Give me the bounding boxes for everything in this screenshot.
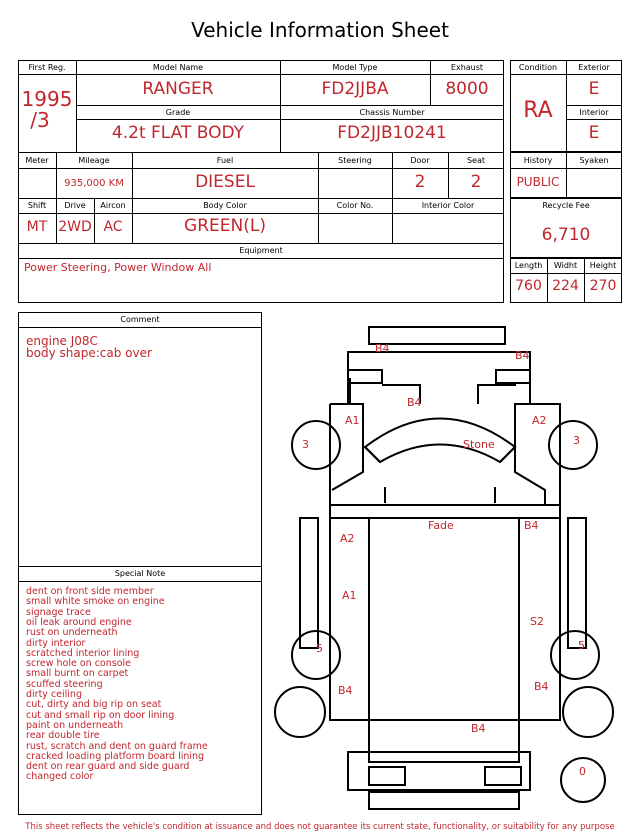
model-name-label: Model Name bbox=[152, 63, 204, 72]
left-side-rail bbox=[300, 518, 318, 648]
special-note-item: rust on underneath bbox=[26, 627, 118, 639]
mark-b4-top-right: B4 bbox=[515, 349, 530, 362]
length-label: Length bbox=[514, 261, 543, 270]
syaken-label: Syaken bbox=[579, 156, 609, 165]
height-value: 270 bbox=[589, 278, 617, 294]
recycle-fee-label: Recycle Fee bbox=[542, 201, 590, 210]
special-note-item: paint on underneath bbox=[26, 719, 124, 731]
interior-value: E bbox=[588, 123, 600, 143]
shift-value: MT bbox=[26, 219, 48, 235]
mark-a1-cab: A1 bbox=[345, 414, 360, 427]
equipment-label: Equipment bbox=[239, 246, 283, 255]
meter-label: Meter bbox=[25, 156, 49, 165]
special-note-label: Special Note bbox=[114, 569, 166, 578]
disclaimer-footer: This sheet reflects the vehicle's condition at issuance and does not guarantee its current state, functionality, or suitability for any purpose bbox=[25, 822, 615, 832]
special-note-item: dirty interior bbox=[26, 637, 86, 649]
height-label: Height bbox=[589, 261, 617, 270]
door-value: 2 bbox=[414, 172, 426, 192]
condition-value: RA bbox=[523, 98, 553, 123]
chassis-value: FD2JJB10241 bbox=[337, 123, 447, 143]
interior-color-label: Interior Color bbox=[421, 201, 475, 210]
cab-base bbox=[330, 505, 560, 518]
special-note-item: rear double tire bbox=[26, 730, 100, 742]
body-color-label: Body Color bbox=[203, 201, 247, 210]
width-value: 224 bbox=[552, 278, 579, 294]
special-note-item: cracked loading platform board lining bbox=[26, 750, 205, 762]
mark-s2: S2 bbox=[530, 615, 544, 628]
seat-value: 2 bbox=[470, 172, 482, 192]
mark-a2-cab: A2 bbox=[532, 414, 547, 427]
interior-label: Interior bbox=[579, 108, 609, 117]
grade-value: 4.2t FLAT BODY bbox=[111, 123, 245, 143]
special-note-item: scratched interior lining bbox=[26, 647, 140, 659]
mark-wheel-rear-right: 5 bbox=[578, 639, 585, 652]
wheel-front-left bbox=[292, 421, 340, 469]
door-label: Door bbox=[410, 156, 430, 165]
mark-b4-cab: B4 bbox=[407, 396, 422, 409]
mileage-value: 935,000 KM bbox=[64, 178, 124, 189]
first-reg-label: First Reg. bbox=[28, 63, 66, 72]
mileage-label: Mileage bbox=[78, 156, 110, 165]
mark-wheel-rear-left: 5 bbox=[316, 642, 323, 655]
mark-wheel-front-left: 3 bbox=[302, 438, 309, 451]
wheel-rear-left-outer bbox=[292, 631, 340, 679]
special-note-item: cut and small rip on door lining bbox=[26, 709, 175, 721]
comment-line: engine J08C bbox=[26, 334, 98, 348]
special-note-item: rust, scratch and dent on guard frame bbox=[26, 740, 208, 752]
aircon-value: AC bbox=[103, 219, 123, 235]
wheel-rear-left-inner bbox=[275, 687, 325, 737]
condition-label: Condition bbox=[518, 63, 558, 72]
mark-spare-wheel: 0 bbox=[579, 765, 586, 778]
rear-bumper bbox=[369, 792, 519, 809]
page-title: Vehicle Information Sheet bbox=[191, 18, 449, 42]
history-label: History bbox=[523, 156, 553, 165]
bed-frame bbox=[369, 518, 519, 762]
comment-line: body shape:cab over bbox=[26, 346, 152, 360]
special-note-item: signage trace bbox=[26, 606, 91, 618]
first-reg-month: /3 bbox=[30, 108, 50, 132]
body-color-value: GREEN(L) bbox=[184, 216, 266, 236]
grade-label: Grade bbox=[165, 108, 191, 117]
special-note-item: small burnt on carpet bbox=[26, 668, 129, 680]
drive-value: 2WD bbox=[58, 219, 92, 235]
special-note-item: small white smoke on engine bbox=[26, 596, 165, 608]
right-side-rail bbox=[568, 518, 586, 648]
special-note-item: screw hole on console bbox=[26, 658, 131, 670]
steering-label: Steering bbox=[338, 156, 372, 165]
fuel-value: DIESEL bbox=[195, 172, 255, 192]
comment-label: Comment bbox=[120, 315, 160, 324]
drive-label: Drive bbox=[64, 201, 86, 210]
special-note-item: changed color bbox=[26, 771, 94, 783]
aircon-label: Aircon bbox=[100, 201, 126, 210]
wheel-rear-right-outer bbox=[551, 631, 599, 679]
shift-label: Shift bbox=[27, 201, 47, 210]
mark-fade: Fade bbox=[428, 519, 454, 532]
exhaust-value: 8000 bbox=[445, 79, 489, 99]
exhaust-label: Exhaust bbox=[450, 63, 484, 72]
length-value: 760 bbox=[515, 278, 542, 294]
mark-b4-bottom: B4 bbox=[471, 722, 486, 735]
special-note-item: dent on rear guard and side guard bbox=[26, 761, 190, 773]
mark-b4-bed-low-left: B4 bbox=[338, 684, 353, 697]
history-value: PUBLIC bbox=[516, 175, 560, 189]
seat-label: Seat bbox=[466, 156, 486, 165]
mark-a2-bed: A2 bbox=[340, 532, 355, 545]
fuel-label: Fuel bbox=[216, 156, 234, 165]
loading-bed bbox=[330, 518, 560, 720]
model-name-value: RANGER bbox=[142, 79, 214, 99]
width-label: Widht bbox=[553, 261, 578, 270]
mark-a1-bed: A1 bbox=[342, 589, 357, 602]
exterior-label: Exterior bbox=[578, 63, 610, 72]
model-type-value: FD2JJBA bbox=[321, 79, 389, 99]
chassis-label: Chassis Number bbox=[359, 108, 425, 117]
special-note-item: dirty ceiling bbox=[26, 689, 82, 700]
special-note-item: oil leak around engine bbox=[26, 616, 132, 628]
special-note-item: dent on front side member bbox=[26, 586, 154, 597]
exterior-value: E bbox=[588, 79, 600, 99]
color-no-label: Color No. bbox=[336, 201, 374, 210]
wheel-rear-right-inner bbox=[563, 687, 613, 737]
first-reg-year: 1995 bbox=[21, 87, 73, 111]
model-type-label: Model Type bbox=[332, 63, 378, 72]
equipment-value: Power Steering, Power Window All bbox=[24, 261, 212, 274]
mark-b4-bed-low-right: B4 bbox=[534, 680, 549, 693]
mark-stone: Stone bbox=[463, 438, 495, 451]
recycle-fee-value: 6,710 bbox=[541, 225, 591, 245]
special-note-item: cut, dirty and big rip on seat bbox=[26, 699, 162, 711]
mark-b4-bed-right: B4 bbox=[524, 519, 539, 532]
mark-b4-top-left: B4 bbox=[375, 342, 390, 355]
mark-wheel-front-right: 3 bbox=[573, 434, 580, 447]
special-note-item: scuffed steering bbox=[26, 678, 103, 690]
cab-roof-outline bbox=[348, 352, 530, 404]
